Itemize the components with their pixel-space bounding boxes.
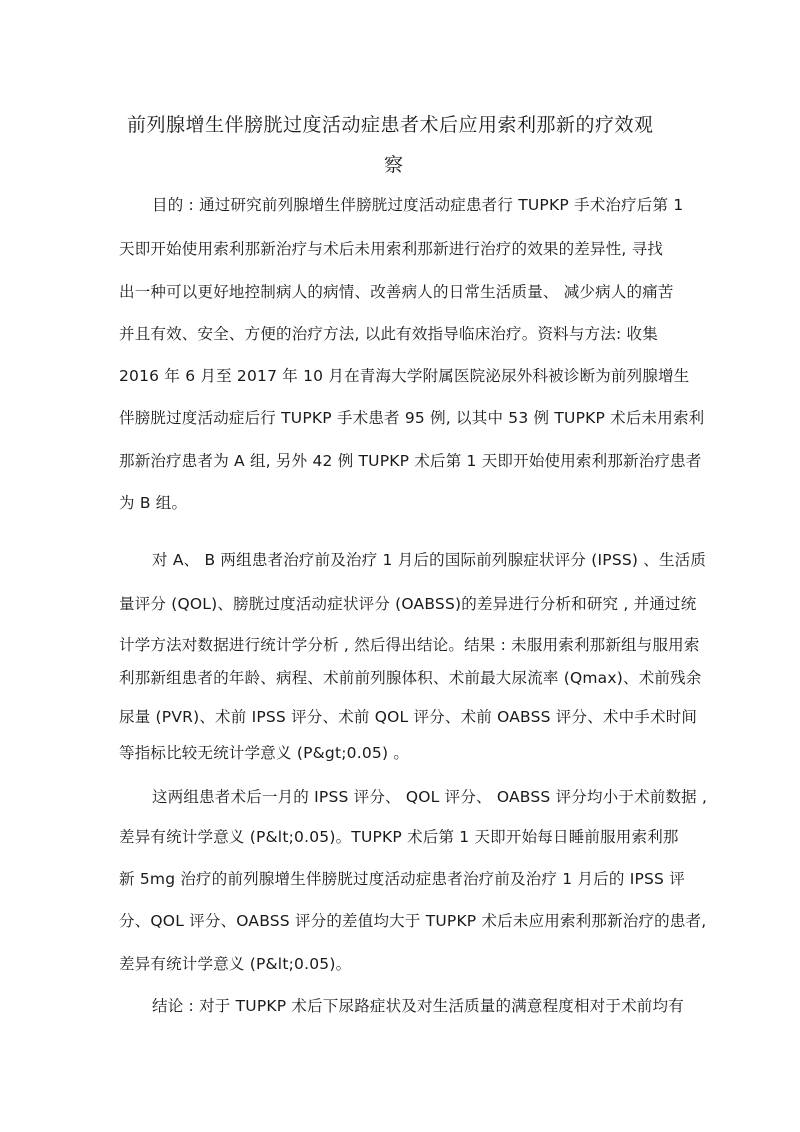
title-line-1: 前列腺增生伴膀胱过度活动症患者术后应用索利那新的疗效观 [127, 114, 654, 136]
body-line: 天即开始使用索利那新治疗与术后未用索利那新进行治疗的效果的差异性, 寻找 [119, 240, 664, 258]
body-line: 量评分 (QOL)、膀胱过度活动症状评分 (OABSS)的差异进行分析和研究 , 并通过统 [119, 595, 697, 613]
body-line: 伴膀胱过度活动症后行 TUPKP 手术患者 95 例, 以其中 53 例 TUPKP 术后未用索利 [119, 409, 705, 427]
body-line: 出一种可以更好地控制病人的病情、改善病人的日常生活质量、 减少病人的痛苦 [119, 283, 674, 301]
body-line: 这两组患者术后一月的 IPSS 评分、 QOL 评分、 OABSS 评分均小于术前数据 , [152, 788, 708, 806]
title-line-2: 察 [384, 154, 404, 176]
body-line: 差异有统计学意义 (P&lt;0.05)。TUPKP 术后第 1 天即开始每日睡前服用索利那 [119, 828, 679, 846]
body-line: 计学方法对数据进行统计学分析 , 然后得出结论。结果 : 未服用索利那新组与服用索 [119, 636, 700, 654]
body-line: 为 B 组。 [119, 494, 188, 512]
body-line: 尿量 (PVR)、术前 IPSS 评分、术前 QOL 评分、术前 OABSS 评分、术中手术时间 [119, 708, 698, 726]
body-line: 那新治疗患者为 A 组, 另外 42 例 TUPKP 术后第 1 天即开始使用索利那新治疗患者 [119, 452, 702, 470]
body-line: 结论 : 对于 TUPKP 术后下尿路症状及对生活质量的满意程度相对于术前均有 [152, 997, 684, 1015]
body-line: 利那新组患者的年龄、病程、术前前列腺体积、术前最大尿流率 (Qmax)、术前残余 [119, 669, 702, 687]
body-line: 2016 年 6 月至 2017 年 10 月在青海大学附属医院泌尿外科被诊断为前列腺增生 [119, 367, 690, 385]
body-line: 并且有效、安全、方便的治疗方法, 以此有效指导临床治疗。资料与方法: 收集 [119, 325, 658, 343]
body-line: 分、QOL 评分、OABSS 评分的差值均大于 TUPKP 术后未应用索利那新治疗的患者, [119, 912, 707, 930]
body-line: 目的 : 通过研究前列腺增生伴膀胱过度活动症患者行 TUPKP 手术治疗后第 1 [152, 196, 684, 214]
body-line: 差异有统计学意义 (P&lt;0.05)。 [119, 955, 352, 973]
body-line: 等指标比较无统计学意义 (P&gt;0.05) 。 [119, 744, 410, 762]
body-line: 对 A、 B 两组患者治疗前及治疗 1 月后的国际前列腺症状评分 (IPSS) 、生活质 [152, 551, 707, 569]
body-line: 新 5mg 治疗的前列腺增生伴膀胱过度活动症患者治疗前及治疗 1 月后的 IPSS 评 [119, 870, 685, 888]
